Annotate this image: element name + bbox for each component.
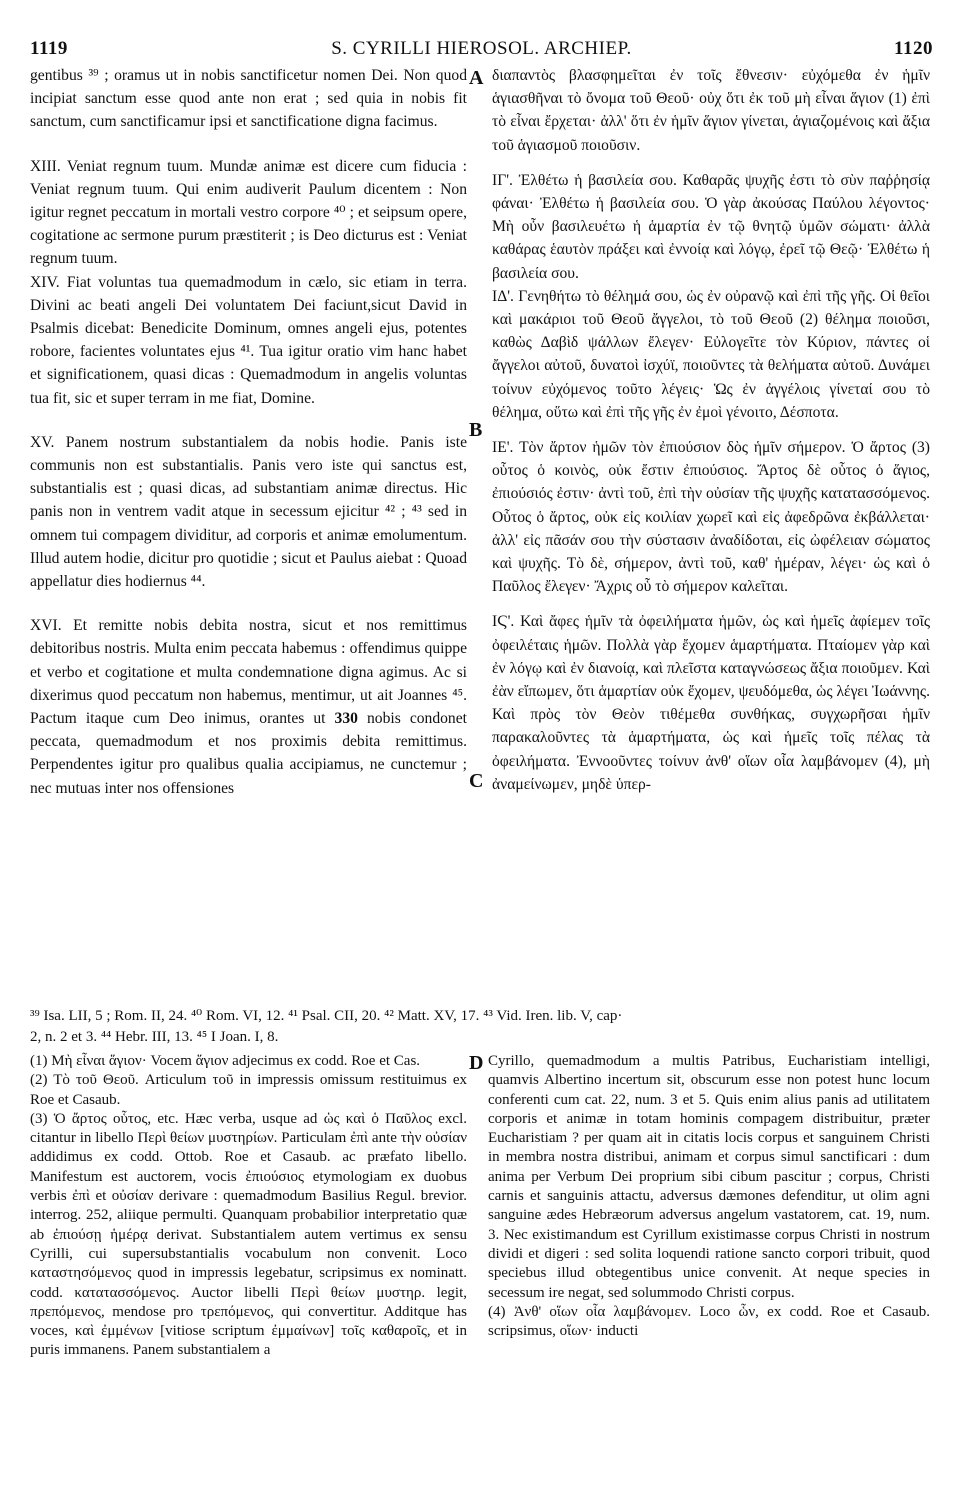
latin-section-16-b: nobis condonet peccata, quemadmodum et nos proximis debita remittimus. Perpendentes igitur pro qualibus qualia accipiamus, ne cunctemur ; nec mutuas inter nos offensiones (30, 710, 467, 797)
note-3-continued: Cyrillo, quemadmodum a multis Patribus, Eucharistiam intelligi, quamvis Albertino incertum sit, obscurum esse non potest hunc locum conferenti cum cat. 22, num. 3 et 5. Quis enim alius panis ad utilitatem corporis et animæ in totam hominis compagem distribuitur, præter Eucharistiam ? per quam ait in citatis locis corpus et sanguinem Christi in membra nostra distribui, animam et corpus simul sanctificari : dum anima per Verbum Dei proprium sibi cibum pascitur ; corpus, Christi carnis et sanguinis attactu, adversus dæmones defenditur, ut olim agni sanguine ædes Hebræorum adversus angelum vastatorem, cat. 19, num. 3. Nec existimandum est Cyrillum existimasse corpus Christi in nostrum dividi et digeri : sed solita loquendi ratione sancto corpori tribuit, quod speciebus illud obtegentibus unice convenit. At neque species in secessum ire negat, sed solummodo Christi corpus. (488, 1053, 930, 1301)
scripture-references (30, 1006, 930, 1048)
note-1: (1) Μὴ εἶναι ἅγιον· Vocem ἅγιον adjecimus ex codd. Roe et Cas. (30, 1053, 421, 1069)
margin-letter-a: A (469, 67, 484, 89)
margin-letter-c: C (469, 770, 484, 792)
references-line-2: 2, n. 2 et 3. ⁴⁴ Hebr. III, 13. ⁴⁵ I Joan. I, 8. (30, 1029, 279, 1045)
running-title: S. CYRILLI HIEROSOL. ARCHIEP. (331, 38, 632, 59)
column-number: 330 (334, 710, 358, 728)
greek-section-16: ΙϚ'. Καὶ ἄφες ἡμῖν τὰ ὀφειλήματα ἡμῶν, ὡς καὶ ἡμεῖς ἀφίεμεν τοῖς ὀφειλέταις ἡμῶν. Πολλὰ γὰρ ἔχομεν ἁμαρτήματα. Πταίομεν γὰρ καὶ ἐν λόγῳ καὶ ἐν διανοίᾳ, καὶ πλεῖστα καταγνώσεως ἄξια ποιοῦμεν. Καὶ ἐὰν εἴπωμεν, ὅτι ἁμαρτίαν οὐκ ἔχομεν, ψευδόμεθα, ὡς λέγει Ἰωάννης. Καὶ πρὸς τὸν Θεὸν τιθέμεθα συνθήκας, συγχωρῆσαι ἡμῖν παρακαλοῦντες τὰ ἁμαρτήματα, ὡς καὶ ἡμεῖς τοῖς πέλας τὰ ὀφειλήματα. Ἐννοοῦντες τοίνυν ἀνθ' οἵων οἷα λαμβάνομεν (4), μὴ ἀναμείνωμεν, μηδὲ ὑπερ- (492, 613, 930, 793)
greek-column (492, 64, 930, 796)
latin-section-16 (30, 614, 467, 800)
references-line-1: ³⁹ Isa. LII, 5 ; Rom. II, 24. ⁴⁰ Rom. VI, 12. ⁴¹ Psal. CII, 20. ⁴² Matt. XV, 17. ⁴³ Vid. Iren. lib. V, cap· (30, 1008, 623, 1024)
page-header (30, 38, 933, 62)
note-3: (3) Ὁ ἄρτος οὗτος, etc. Hæc verba, usque ad ὡς καὶ ὁ Παῦλος excl. citantur in libello Περὶ θείων μυστηρίων. Particulam ἐπὶ ante τὴν οὐσίαν addidimus ex codd. Ottob. Roe et Casaub. ac præfato libello. Manifestum est auctorem, vocis ἐπιούσιος etymologiam ex duobus verbis ἐπὶ et οὐσίαν derivare : quemadmodum Basilius Regul. brevior. interrog. 252, aliique permulti. Quanquam probabilior interpretatio quæ ab ἐπιούσῃ ἡμέρᾳ derivat. Substantialem autem vertimus ex sensu Cyrilli, cui supersubstantialis vocabulum non convenit. Loco καταστησόμενος quod in impressis legebatur, scripsimus ex nominatt. codd. κατατασσόμενος. Auctor libelli Περὶ θείων μυστηρ. legit, πρεπόμενος, mendose pro τρεπόμενος, qui convertitur. Additque has voces, καὶ ἐμμένων [vitiose scriptum ἐμμαίνων] τοῖς καθαροῖς, et in puris immanens. Panem substantialem a (30, 1110, 467, 1359)
latin-section-13: XIII. Veniat regnum tuum. Mundæ animæ est dicere cum fiducia : Veniat regnum tuum. Qui enim audiverit Paulum dicentem : Non igitur regnet peccatum in mortali vestro corpore ⁴⁰ ; et seipsum opere, cogitatione ac sermone purum præstiterit ; is Deo dicturus est : Veniat regnum tuum. (30, 157, 467, 268)
greek-section-14: ΙΔ'. Γενηθήτω τὸ θέλημά σου, ὡς ἐν οὐρανῷ καὶ ἐπὶ τῆς γῆς. Οἱ θεῖοι καὶ μακάριοι τοῦ Θεοῦ ἄγγελοι, τὸ τοῦ Θεοῦ (2) θέλημα ποιοῦσι, καθὼς Δαβὶδ ψάλλων ἔλεγεν· Εὐλογεῖτε τὸν Κύριον, πάντες οἱ ἄγγελοι αὐτοῦ, δυνατοὶ ἰσχύϊ, ποιοῦντες τὰ θελήματα αὐτοῦ. Δυνάμει τοίνυν εὐχόμενος τοῦτο λέγεις· Ὡς ἐν ἀγγέλοις γίνεταί σου τὸ θέλημα, οὕτω καὶ ἐπὶ τῆς γῆς ἐν ἐμοὶ γένοιτο, Δέσποτα. (492, 287, 930, 421)
greek-section-13: ΙΓ'. Ἐλθέτω ἡ βασιλεία σου. Καθαρᾶς ψυχῆς ἐστι τὸ σὺν παῤῥησίᾳ φάναι· Ἐλθέτω ἡ βασιλεία σου. Ὁ γὰρ ἀκούσας Παύλου λέγοντος· Μὴ οὖν βασιλευέτω ἡ ἁμαρτία ἐν τῷ θνητῷ ὑμῶν σώματι· ἀλλὰ καθάρας ἑαυτὸν πράξει καὶ ἐννοίᾳ καὶ λόγῳ, ἐρεῖ τῷ Θεῷ· Ἐλθέτω ἡ βασιλεία σου. (492, 171, 930, 282)
greek-paragraph-1: διαπαντὸς βλασφημεῖται ἐν τοῖς ἔθνεσιν· εὐχόμεθα ἐν ἡμῖν ἁγιασθῆναι τὸ ὄνομα τοῦ Θεοῦ· οὐχ ὅτι ἐκ τοῦ μὴ εἶναι ἅγιον (1) ἐπὶ τὸ εἶναι ἔρχεται· ἀλλ' ὅτι ἐν ἡμῖν ἅγιον γίνεται, ἁγιαζομένοις καὶ ἄξια τοῦ ἁγιασμοῦ ποιοῦσιν. (492, 67, 930, 154)
note-4: (4) Ἀνθ' οἵων οἷα λαμβάνομεν. Loco ὧν, ex codd. Roe et Casaub. scripsimus, οἵων· inducti (488, 1303, 930, 1340)
margin-letter-d: D (469, 1052, 484, 1074)
latin-section-14: XIV. Fiat voluntas tua quemadmodum in cælo, sic etiam in terra. Divini ac beati angeli Dei voluntatem Dei faciunt,sicut David in Psalmis dicebat: Benedicite Dominum, omnes angeli ejus, potentes robore, facientes voluntates ejus ⁴¹. Tua igitur oratio vim hanc habet et significationem, quasi dicas : Quemadmodum in angelis voluntas tua fit, sic et super terram in me fiat, Domine. (30, 273, 467, 407)
latin-section-15: XV. Panem nostrum substantialem da nobis hodie. Panis iste communis non est substantialis. Panis vero iste qui sanctus est, substantialis est ; quasi dicas, ad substantiam animæ directus. Hic panis non in ventrem vadit atque in secessum ejicitur ⁴² ; ⁴³ sed in omnem tui compagem dividitur, ad corporis et animæ emolumentum. Illud autem hodie, dicitur pro quotidie ; sicut et Paulus aiebat : Quoad appellatur dies hodiernus ⁴⁴. (30, 433, 467, 591)
notes-left-column (30, 1052, 467, 1361)
latin-section-16-a: XVI. Et remitte nobis debita nostra, sicut et nos remittimus debitoribus nostris. Multa enim peccata habemus : offendimus quippe et verbo et cogitatione et multa condemnatione digna agimus. Ac si dixerimus quod peccatum non habemus, mentimur, ut ait Joannes ⁴⁵. Pactum itaque cum Deo inimus, orantes ut (30, 617, 467, 728)
margin-letter-b: B (469, 419, 483, 441)
note-2: (2) Τὸ τοῦ Θεοῦ. Articulum τοῦ in impressis omissum restituimus ex Roe et Casaub. (30, 1072, 467, 1108)
page-number-right: 1120 (894, 38, 933, 59)
latin-paragraph-1: gentibus ³⁹ ; oramus ut in nobis sanctificetur nomen Dei. Non quod incipiat sanctum esse quod ante non erat ; sed quia in nobis fit sanctum, cum sanctificamur ipsi et sanctificatione digna facimus. (30, 67, 467, 131)
latin-column (30, 64, 467, 800)
notes-right-column (488, 1052, 930, 1341)
page-number-left: 1119 (30, 38, 68, 59)
greek-section-15: ΙΕ'. Τὸν ἄρτον ἡμῶν τὸν ἐπιούσιον δὸς ἡμῖν σήμερον. Ὁ ἄρτος (3) οὗτος ὁ κοινὸς, οὐκ ἔστιν ἐπιούσιος. Ἄρτος δὲ οὗτος ὁ ἅγιος, ἐπιούσιός ἐστιν· ἀντὶ τοῦ, ἐπὶ τὴν οὐσίαν τῆς ψυχῆς κατατασσόμενος. Οὗτος ὁ ἄρτος, οὐκ εἰς κοιλίαν χωρεῖ καὶ εἰς ἀφεδρῶνα ἐκβάλλεται· ἀλλ' εἰς πᾶσάν σου τὴν σύστασιν ἀναδίδοται, εἰς ὠφέλειαν σώματος καὶ ψυχῆς. Τὸ δὲ, σήμερον, ἀντὶ τοῦ, καθ' ἡμέραν, λέγει· ὡς καὶ ὁ Παῦλος ἔλεγεν· Ἄχρις οὗ τὸ σήμερον καλεῖται. (492, 439, 930, 596)
